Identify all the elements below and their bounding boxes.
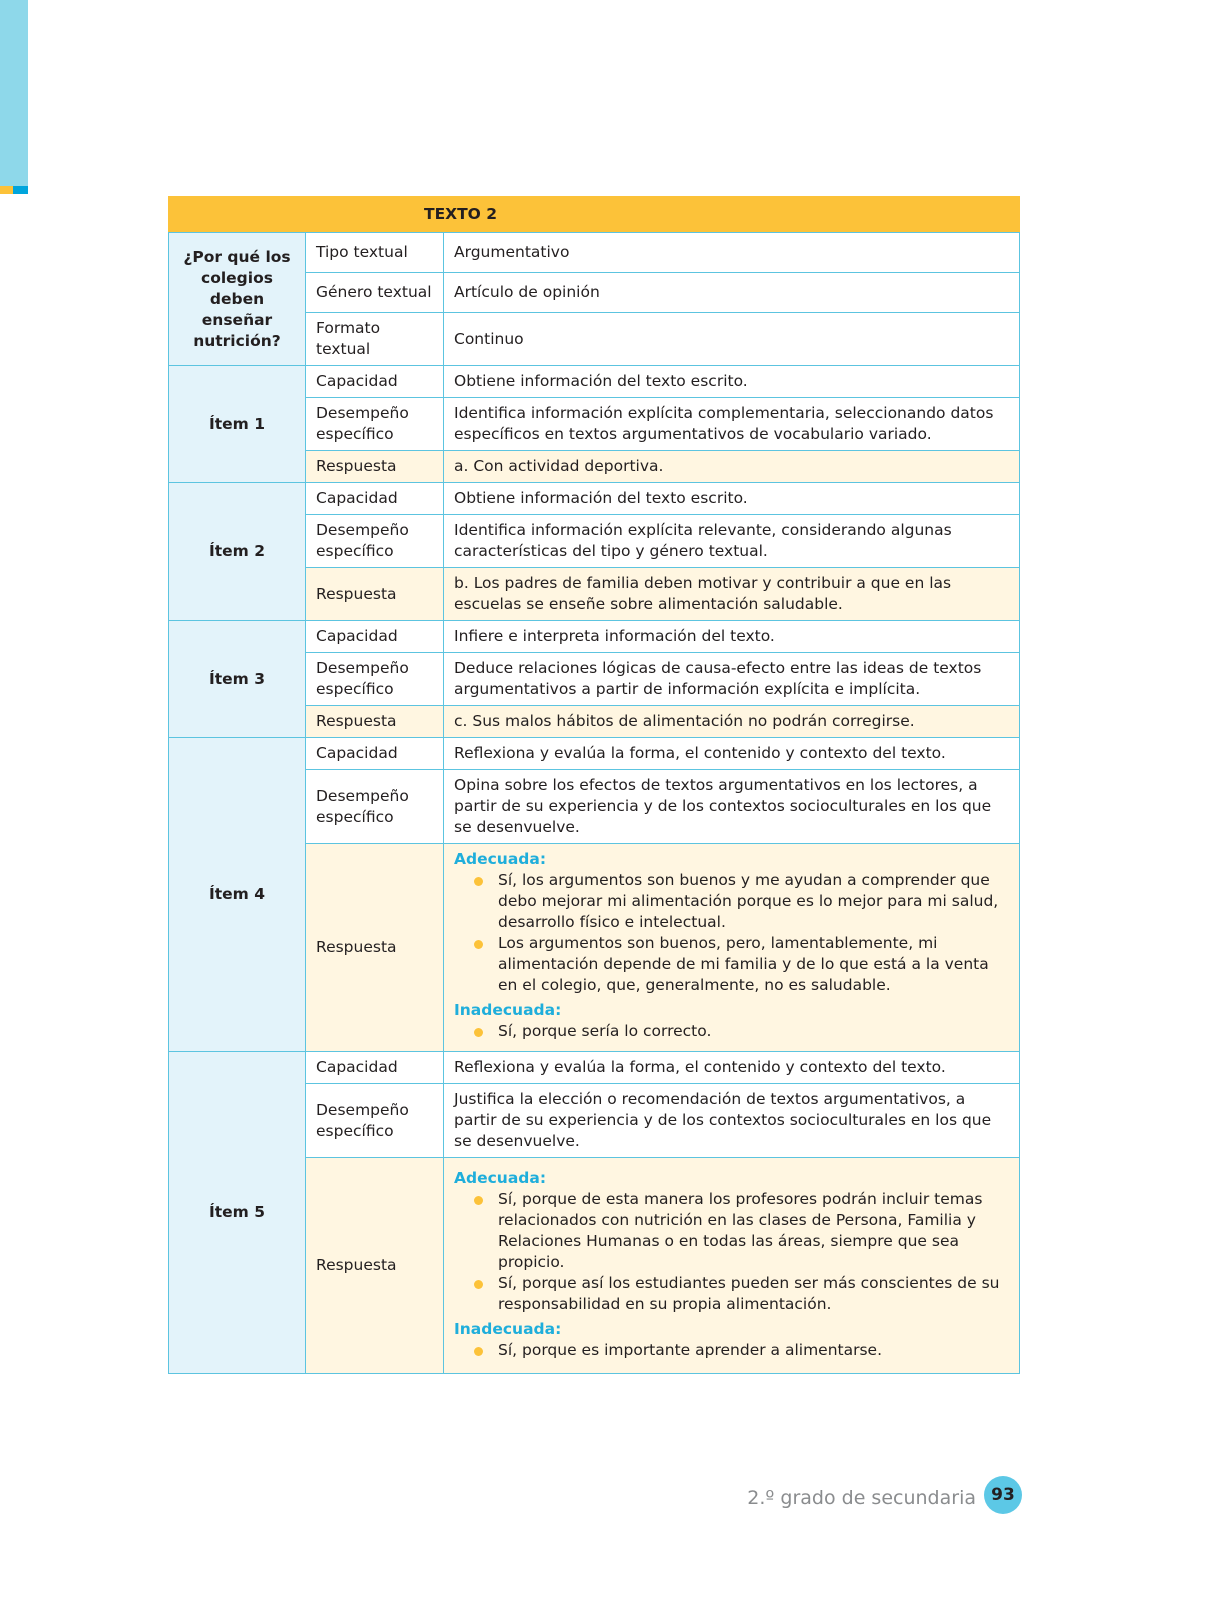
row-label: Género textual (306, 273, 444, 313)
item-label: Ítem 4 (169, 738, 306, 1052)
capacidad-value: Obtiene información del texto escrito. (444, 483, 1020, 515)
list-item: Sí, porque sería lo correcto. (498, 1021, 1009, 1042)
side-stripe-accent-yellow (0, 186, 13, 194)
respuesta-label: Respuesta (306, 1158, 444, 1374)
list-item: Los argumentos son buenos, pero, lamentablemente, mi alimentación depende de mi familia y de lo que está a la venta en el colegio, que, generalmente, no es saludable. (498, 933, 1009, 996)
inadecuada-list (454, 1021, 1009, 1042)
list-item: Sí, los argumentos son buenos y me ayudan a comprender que debo mejorar mi alimentación porque es lo mejor para mi salud, desarrollo físico e intelectual. (498, 870, 1009, 933)
adecuada-list (454, 870, 1009, 996)
list-item: Sí, porque de esta manera los profesores podrán incluir temas relacionados con nutrición en las clases de Persona, Familia y Relaciones Humanas o en todas las áreas, siempre que sea propicio. (498, 1189, 1009, 1273)
desempeno-label: Desempeño específico (306, 653, 444, 706)
inadecuada-label: Inadecuada: (454, 1320, 562, 1338)
item-label: Ítem 5 (169, 1052, 306, 1374)
table-row (169, 1052, 1020, 1084)
inadecuada-label: Inadecuada: (454, 1001, 562, 1019)
respuesta-label: Respuesta (306, 706, 444, 738)
adecuada-list (454, 1189, 1009, 1315)
table-header: TEXTO 2 (306, 197, 1020, 233)
respuesta-value: a. Con actividad deportiva. (444, 451, 1020, 483)
respuesta-label: Respuesta (306, 568, 444, 621)
desempeno-value: Deduce relaciones lógicas de causa-efecto entre las ideas de textos argumentativos a partir de información explícita e implícita. (444, 653, 1020, 706)
respuesta-value: b. Los padres de familia deben motivar y contribuir a que en las escuelas se enseñe sobre alimentación saludable. (444, 568, 1020, 621)
capacidad-value: Infiere e interpreta información del texto. (444, 621, 1020, 653)
capacidad-label: Capacidad (306, 1052, 444, 1084)
respuesta-value: c. Sus malos hábitos de alimentación no podrán corregirse. (444, 706, 1020, 738)
page-number: 93 (984, 1476, 1022, 1514)
side-color-stripe (0, 0, 28, 186)
respuesta-label: Respuesta (306, 451, 444, 483)
item-label: Ítem 1 (169, 366, 306, 483)
row-value: Artículo de opinión (444, 273, 1020, 313)
capacidad-label: Capacidad (306, 483, 444, 515)
adecuada-label: Adecuada: (454, 850, 547, 868)
table-row (169, 738, 1020, 770)
inadecuada-list (454, 1340, 1009, 1361)
table-row (169, 621, 1020, 653)
respuesta-label: Respuesta (306, 844, 444, 1052)
capacidad-label: Capacidad (306, 621, 444, 653)
table-row (169, 366, 1020, 398)
capacidad-label: Capacidad (306, 366, 444, 398)
table-row (169, 233, 1020, 273)
respuesta-value (444, 1158, 1020, 1374)
list-item: Sí, porque así los estudiantes pueden ser más conscientes de su responsabilidad en su propia alimentación. (498, 1273, 1009, 1315)
desempeno-value: Identifica información explícita complementaria, seleccionando datos específicos en textos argumentativos de vocabulario variado. (444, 398, 1020, 451)
adecuada-label: Adecuada: (454, 1169, 547, 1187)
row-value: Argumentativo (444, 233, 1020, 273)
row-label: Formato textual (306, 313, 444, 366)
desempeno-label: Desempeño específico (306, 770, 444, 844)
desempeno-label: Desempeño específico (306, 515, 444, 568)
desempeno-label: Desempeño específico (306, 398, 444, 451)
capacidad-value: Reflexiona y evalúa la forma, el contenido y contexto del texto. (444, 1052, 1020, 1084)
desempeno-label: Desempeño específico (306, 1084, 444, 1158)
capacidad-value: Obtiene información del texto escrito. (444, 366, 1020, 398)
item-label: Ítem 2 (169, 483, 306, 621)
capacidad-label: Capacidad (306, 738, 444, 770)
evaluation-table (168, 196, 1020, 1374)
desempeno-value: Identifica información explícita relevante, considerando algunas características del tipo y género textual. (444, 515, 1020, 568)
desempeno-value: Opina sobre los efectos de textos argumentativos en los lectores, a partir de su experiencia y de los contextos socioculturales en los que se desenvuelve. (444, 770, 1020, 844)
row-value: Continuo (444, 313, 1020, 366)
respuesta-value (444, 844, 1020, 1052)
table-row (169, 483, 1020, 515)
grade-label: 2.º grado de secundaria (747, 1487, 976, 1509)
text-title-cell: ¿Por qué los colegios deben enseñar nutrición? (169, 233, 306, 366)
row-label: Tipo textual (306, 233, 444, 273)
desempeno-value: Justifica la elección o recomendación de textos argumentativos, a partir de su experiencia y de los contextos socioculturales en los que se desenvuelve. (444, 1084, 1020, 1158)
table-header-row (169, 197, 1020, 233)
item-label: Ítem 3 (169, 621, 306, 738)
list-item: Sí, porque es importante aprender a alimentarse. (498, 1340, 1009, 1361)
capacidad-value: Reflexiona y evalúa la forma, el contenido y contexto del texto. (444, 738, 1020, 770)
